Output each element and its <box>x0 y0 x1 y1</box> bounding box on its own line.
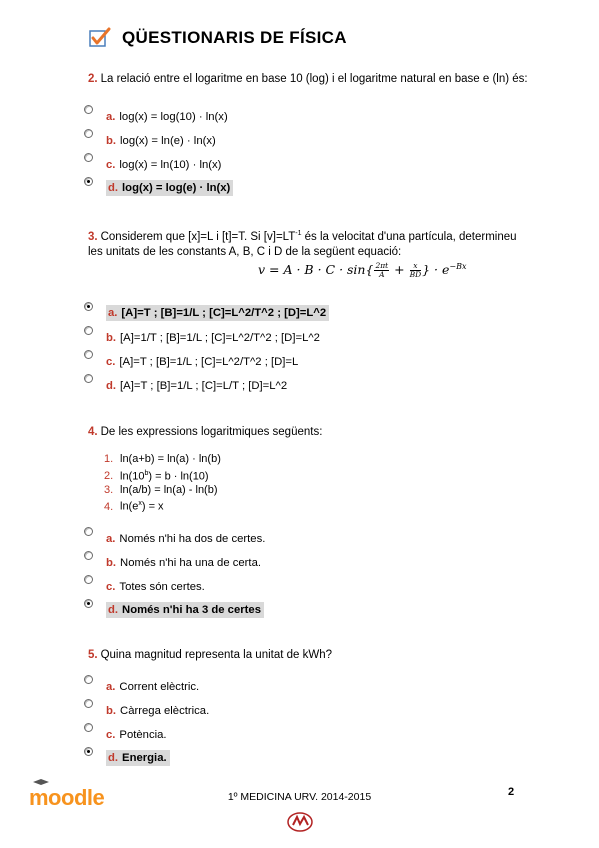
option-label: Energia. <box>122 752 167 764</box>
fraction-numerator: 2πt <box>375 261 389 271</box>
radio-button[interactable] <box>84 105 93 114</box>
question-2-options <box>84 105 524 201</box>
answer-option-c[interactable] <box>84 350 524 374</box>
question-number: 4. <box>88 426 98 438</box>
option-letter: a. <box>106 681 116 693</box>
question-number: 2. <box>88 73 98 85</box>
answer-option-d[interactable] <box>84 177 524 201</box>
option-letter: b. <box>106 135 117 147</box>
answer-option-d[interactable] <box>84 599 524 623</box>
answer-option-c[interactable] <box>84 153 524 177</box>
answer-option-a[interactable] <box>84 527 524 551</box>
expression-list <box>104 453 221 514</box>
radio-button[interactable] <box>84 350 93 359</box>
option-letter: a. <box>106 533 116 545</box>
list-item <box>104 484 221 498</box>
superscript: -1 <box>295 230 302 237</box>
checkbox-checked-icon <box>88 26 112 50</box>
list-item <box>104 467 221 484</box>
option-label: log(x) = log(10) · ln(x) <box>119 111 228 123</box>
question-stem-part: és la velocitat d'una partícula, determineu les unitats de les constants A, B, C i D de la següent equació: <box>88 230 517 258</box>
option-letter: d. <box>108 182 119 194</box>
exponent: −Bx <box>449 262 467 271</box>
expression: ln(10 <box>120 470 145 483</box>
option-label: log(x) = ln(10) · ln(x) <box>119 159 222 171</box>
expression: ) = x <box>141 500 164 513</box>
radio-button-selected[interactable] <box>84 177 93 186</box>
answer-option-a[interactable] <box>84 675 524 699</box>
plus-sign: + <box>390 262 409 278</box>
answer-option-d[interactable] <box>84 374 524 398</box>
fraction-numerator: x <box>410 262 422 271</box>
radio-button[interactable] <box>84 723 93 732</box>
question-3-options <box>84 302 524 398</box>
radio-button[interactable] <box>84 129 93 138</box>
page-title: QÜESTIONARIS DE FÍSICA <box>122 28 347 47</box>
question-5-text <box>88 648 528 663</box>
answer-option-a[interactable] <box>84 105 524 129</box>
equation <box>258 262 466 279</box>
superscript: x <box>138 500 142 508</box>
equation-rhs: } · e <box>422 262 450 278</box>
radio-button-selected[interactable] <box>84 599 93 608</box>
radio-button[interactable] <box>84 527 93 536</box>
list-item <box>104 453 221 467</box>
option-letter: a. <box>108 307 118 319</box>
question-number: 3. <box>88 230 98 243</box>
page-number: 2 <box>508 786 515 798</box>
answer-option-b[interactable] <box>84 129 524 153</box>
option-label: Només n'hi ha 3 de certes <box>122 604 261 616</box>
radio-button-selected[interactable] <box>84 747 93 756</box>
question-stem: De les expressions logaritmiques següents: <box>100 426 323 438</box>
question-2-text <box>88 72 528 87</box>
radio-button-selected[interactable] <box>84 302 93 311</box>
question-number: 5. <box>88 649 98 661</box>
moodle-logo-text: moodle <box>29 785 105 810</box>
list-item <box>104 497 221 514</box>
option-letter: a. <box>106 111 116 123</box>
radio-button[interactable] <box>84 675 93 684</box>
fraction-denominator: BD <box>409 270 422 280</box>
option-letter: d. <box>108 752 119 764</box>
answer-option-c[interactable] <box>84 575 524 599</box>
radio-button[interactable] <box>84 551 93 560</box>
question-5-options <box>84 675 524 771</box>
list-number: 1. <box>104 453 114 465</box>
radio-button[interactable] <box>84 699 93 708</box>
graduation-cap-icon <box>33 779 49 787</box>
expression: ln(a+b) = ln(a) · ln(b) <box>120 453 221 465</box>
option-label: Totes són certes. <box>119 581 205 593</box>
option-letter: b. <box>106 332 117 344</box>
answer-option-d[interactable] <box>84 747 524 771</box>
option-label: Corrent elèctric. <box>119 681 200 693</box>
option-letter: d. <box>108 604 119 616</box>
urv-seal-icon <box>285 809 315 833</box>
option-letter: d. <box>106 380 117 392</box>
question-stem: Quina magnitud representa la unitat de kWh? <box>100 649 333 661</box>
page-header <box>88 26 347 50</box>
fraction <box>374 262 389 279</box>
option-label: [A]=T ; [B]=1/L ; [C]=L/T ; [D]=L^2 <box>120 380 288 392</box>
fraction-denominator: A <box>379 270 385 280</box>
option-label: [A]=1/T ; [B]=1/L ; [C]=L^2/T^2 ; [D]=L^2 <box>120 332 320 344</box>
superscript: b <box>144 469 149 477</box>
answer-option-b[interactable] <box>84 551 524 575</box>
option-label: [A]=T ; [B]=1/L ; [C]=L^2/T^2 ; [D]=L <box>119 356 299 368</box>
fraction <box>410 262 422 279</box>
expression: ) = b · ln(10) <box>148 470 209 483</box>
question-stem-part: Considerem que [x]=L i [t]=T. Si [v]=LT <box>100 230 296 243</box>
option-letter: c. <box>106 159 116 171</box>
radio-button[interactable] <box>84 374 93 383</box>
option-letter: c. <box>106 581 116 593</box>
equation-lhs: v = A · B · C · sin{ <box>258 262 374 278</box>
question-4-options <box>84 527 524 623</box>
option-letter: c. <box>106 729 116 741</box>
option-label: [A]=T ; [B]=1/L ; [C]=L^2/T^2 ; [D]=L^2 <box>121 307 327 319</box>
option-label: Càrrega elèctrica. <box>120 705 210 717</box>
list-number: 3. <box>104 483 114 496</box>
expression: ln(e <box>120 500 139 513</box>
option-label: log(x) = ln(e) · ln(x) <box>120 135 216 147</box>
option-letter: c. <box>106 356 116 368</box>
radio-button[interactable] <box>84 153 93 162</box>
list-number: 4. <box>104 500 114 513</box>
footer-text: 1º MEDICINA URV. 2014-2015 <box>227 791 372 803</box>
expression: ln(a/b) = ln(a) - ln(b) <box>120 483 218 496</box>
answer-option-b[interactable] <box>84 326 524 350</box>
question-stem: La relació entre el logaritme en base 10 (log) i el logaritme natural en base e (ln) és: <box>100 73 528 85</box>
option-label: Només n'hi ha dos de certes. <box>119 533 266 545</box>
question-3-text <box>88 226 528 260</box>
answer-option-c[interactable] <box>84 723 524 747</box>
option-label: log(x) = log(e) · ln(x) <box>122 182 231 194</box>
radio-button[interactable] <box>84 326 93 335</box>
answer-option-a[interactable] <box>84 302 524 326</box>
list-number: 2. <box>104 470 114 483</box>
option-letter: b. <box>106 557 117 569</box>
radio-button[interactable] <box>84 575 93 584</box>
answer-option-b[interactable] <box>84 699 524 723</box>
option-label: Potència. <box>119 729 167 741</box>
option-letter: b. <box>106 705 117 717</box>
option-label: Només n'hi ha una de certa. <box>120 557 261 569</box>
question-4-text <box>88 425 528 440</box>
